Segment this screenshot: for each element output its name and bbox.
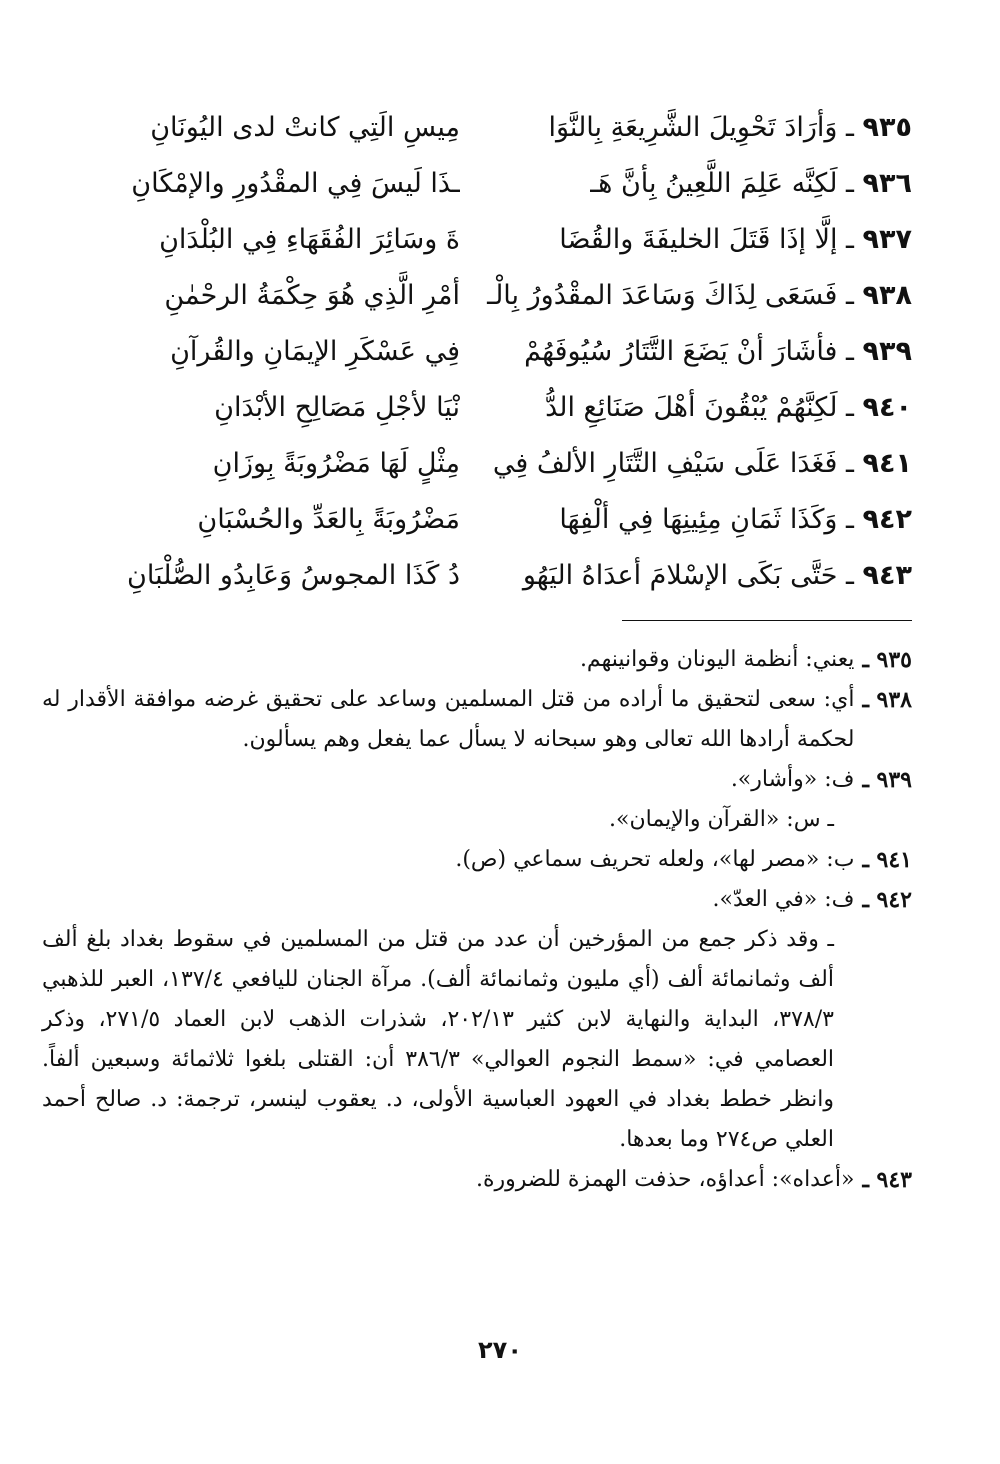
verse-first-hemistich: ٩٣٧ ـ إلَّا إذَا قَتَلَ الخليفَةَ والقُضَا [559,224,912,255]
verse-first-hemistich: ٩٤١ ـ فَغَدَا عَلَى سَيْفِ التَّتَارِ الألفُ فِي [492,448,912,479]
footnote-subnote: ـ س: «القرآن والإيمان». [609,807,834,832]
footnote-text: أي: سعى لتحقيق ما أراده من قتل المسلمين وساعد على تحقيق غرضه موافقة الأقدار له لحكمة أرادها الله تعالى وهو سبحانه لا يسأل عما يفعل وهم يسألون. [42,687,855,752]
verse-second-hemistich: ةَ وسَائِرَ الفُقَهَاءِ فِي البُلْدَانِ [159,224,460,255]
footnote-text: ف: «وأشار». [730,767,855,792]
verse-number: ٩٤١ [862,448,912,479]
verse-first-hemistich-text: حَتَّى بَكَى الإسْلامَ أعدَاهُ اليَهُو [522,560,838,591]
poem [50,100,912,604]
verse-second-hemistich: مِثْلٍ لَهَا مَضْرُوبَةً بِوزَانِ [212,448,460,479]
verse-first-hemistich: ٩٣٥ ـ وَأرَادَ تَحْوِيلَ الشَّرِيعَةِ بِالنَّوَا [548,112,912,143]
page-number: ٢٧٠ [478,1336,522,1364]
footnote [42,640,912,680]
footnote-number: ٩٤١ ـ [862,847,912,873]
verse-number: ٩٣٦ [862,168,912,199]
verse-number: ٩٣٥ [862,112,912,143]
verse [50,100,912,156]
footnote-text: «أعداه»: أعداؤه، حذفت الهمزة للضرورة. [475,1167,855,1192]
verse [50,380,912,436]
verse-second-hemistich: ـذَا لَيسَ فِي المقْدُورِ والإمْكَانِ [131,168,460,199]
footnote-number: ٩٣٩ ـ [862,767,912,793]
verse-first-hemistich-text: وَكَذَا ثَمَانِ مِئِينِهَا فِي ألْفِهَا [559,504,838,535]
verse-second-hemistich: أمْرِ الَّذِي هُوَ حِكْمَةُ الرحْمٰنِ [164,280,460,311]
verse-second-hemistich: نْيَا لأجْلِ مَصَالِحِ الأبْدَانِ [214,392,460,423]
verse-first-hemistich-text: فأشَارَ أنْ يَضَعَ التَّتَارُ سُيُوفَهُمْ [524,336,838,367]
footnote-subnote: ـ وقد ذكر جمع من المؤرخين أن عدد من قتل من المسلمين في سقوط بغداد بلغ ألف ألف وثمانمائة ألف (أي مليون وثمانمائة ألف). مرآة الجنان لليافعي ١٣٧/٤، العبر للذهبي ٣٧٨/٣، البداية والنهاية لابن كثير ٢٠٢/١٣، شذرات الذهب لابن العماد ٢٧١/٥، وذكر العصامي في: «سمط النجوم العوالي» ٣٨٦/٣ أن: القتلى بلغوا ثلاثمائة وسبعين ألفاً. وانظر خطط بغداد في العهود العباسية الأولى، د. يعقوب لينسر، ترجمة: د. صالح أحمد العلي ص٢٧٤ وما بعدها. [42,927,835,1152]
footnote-text: ب: «مصر لها»، ولعله تحريف سماعي (ص). [455,847,855,872]
verse-first-hemistich-text: إلَّا إذَا قَتَلَ الخليفَةَ والقُضَا [559,224,838,255]
verse-first-hemistich-text: لَكِنَّه عَلِمَ اللَّعِينُ بِأنَّ هَـ [590,168,838,199]
footnote-number: ٩٣٥ ـ [862,647,912,673]
verse-first-hemistich: ٩٤٢ ـ وَكَذَا ثَمَانِ مِئِينِهَا فِي ألْفِهَا [559,504,912,535]
verse [50,212,912,268]
verse-first-hemistich-text: فَسَعَى لِذَاكَ وَسَاعَدَ المقْدُورُ بِالْـ [487,280,838,311]
verse-first-hemistich: ٩٣٩ ـ فأشَارَ أنْ يَضَعَ التَّتَارُ سُيُوفَهُمْ [524,336,912,367]
footnote [42,880,912,920]
verse-number: ٩٤٣ [862,560,912,591]
footnote [42,680,912,760]
verse-first-hemistich-text: لَكِنَّهُمْ يُبْقُونَ أهْلَ صَنَائِعِ الدُّ [545,392,838,423]
footnotes [42,640,912,1200]
verse [50,324,912,380]
verse-second-hemistich: دُ كَذَا المجوسُ وَعَابِدُو الصُّلْبَانِ [127,560,460,591]
footnote-number: ٩٤٢ ـ [862,887,912,913]
verse [50,268,912,324]
verse [50,436,912,492]
footnote-number: ٩٤٣ ـ [862,1167,912,1193]
verse-first-hemistich: ٩٣٨ ـ فَسَعَى لِذَاكَ وَسَاعَدَ المقْدُورُ بِالْـ [487,280,912,311]
footnote-text: يعني: أنظمة اليونان وقوانينهم. [579,647,855,672]
verse-second-hemistich: مَضْرُوبَةً بِالعَدِّ والحُسْبَانِ [197,504,460,535]
verse-number: ٩٤٠ [862,392,912,423]
footnote-number: ٩٣٨ ـ [862,687,912,713]
footnote-text: ف: «في العدّ». [712,887,855,912]
verse-number: ٩٣٧ [862,224,912,255]
verse-number: ٩٣٩ [862,336,912,367]
verse-second-hemistich: مِيسِ الَتِي كانتْ لدى اليُونَانِ [150,112,460,143]
verse-first-hemistich: ٩٤٠ ـ لَكِنَّهُمْ يُبْقُونَ أهْلَ صَنَائِعِ الدُّ [545,392,912,423]
verse [50,156,912,212]
verse-first-hemistich: ٩٣٦ ـ لَكِنَّه عَلِمَ اللَّعِينُ بِأنَّ هَـ [590,168,912,199]
verse-first-hemistich-text: فَغَدَا عَلَى سَيْفِ التَّتَارِ الألفُ فِي [492,448,838,479]
footnote [42,840,912,880]
verse-first-hemistich-text: وَأرَادَ تَحْوِيلَ الشَّرِيعَةِ بِالنَّوَا [548,112,838,143]
footnote [42,760,912,800]
verse-first-hemistich: ٩٤٣ ـ حَتَّى بَكَى الإسْلامَ أعدَاهُ اليَهُو [522,560,912,591]
verse [50,548,912,604]
verse-number: ٩٣٨ [862,280,912,311]
footnote [42,1160,912,1200]
footnote-divider [622,620,912,621]
verse-number: ٩٤٢ [862,504,912,535]
verse [50,492,912,548]
verse-second-hemistich: فِي عَسْكَرِ الإيمَانِ والقُرآنِ [170,336,460,367]
